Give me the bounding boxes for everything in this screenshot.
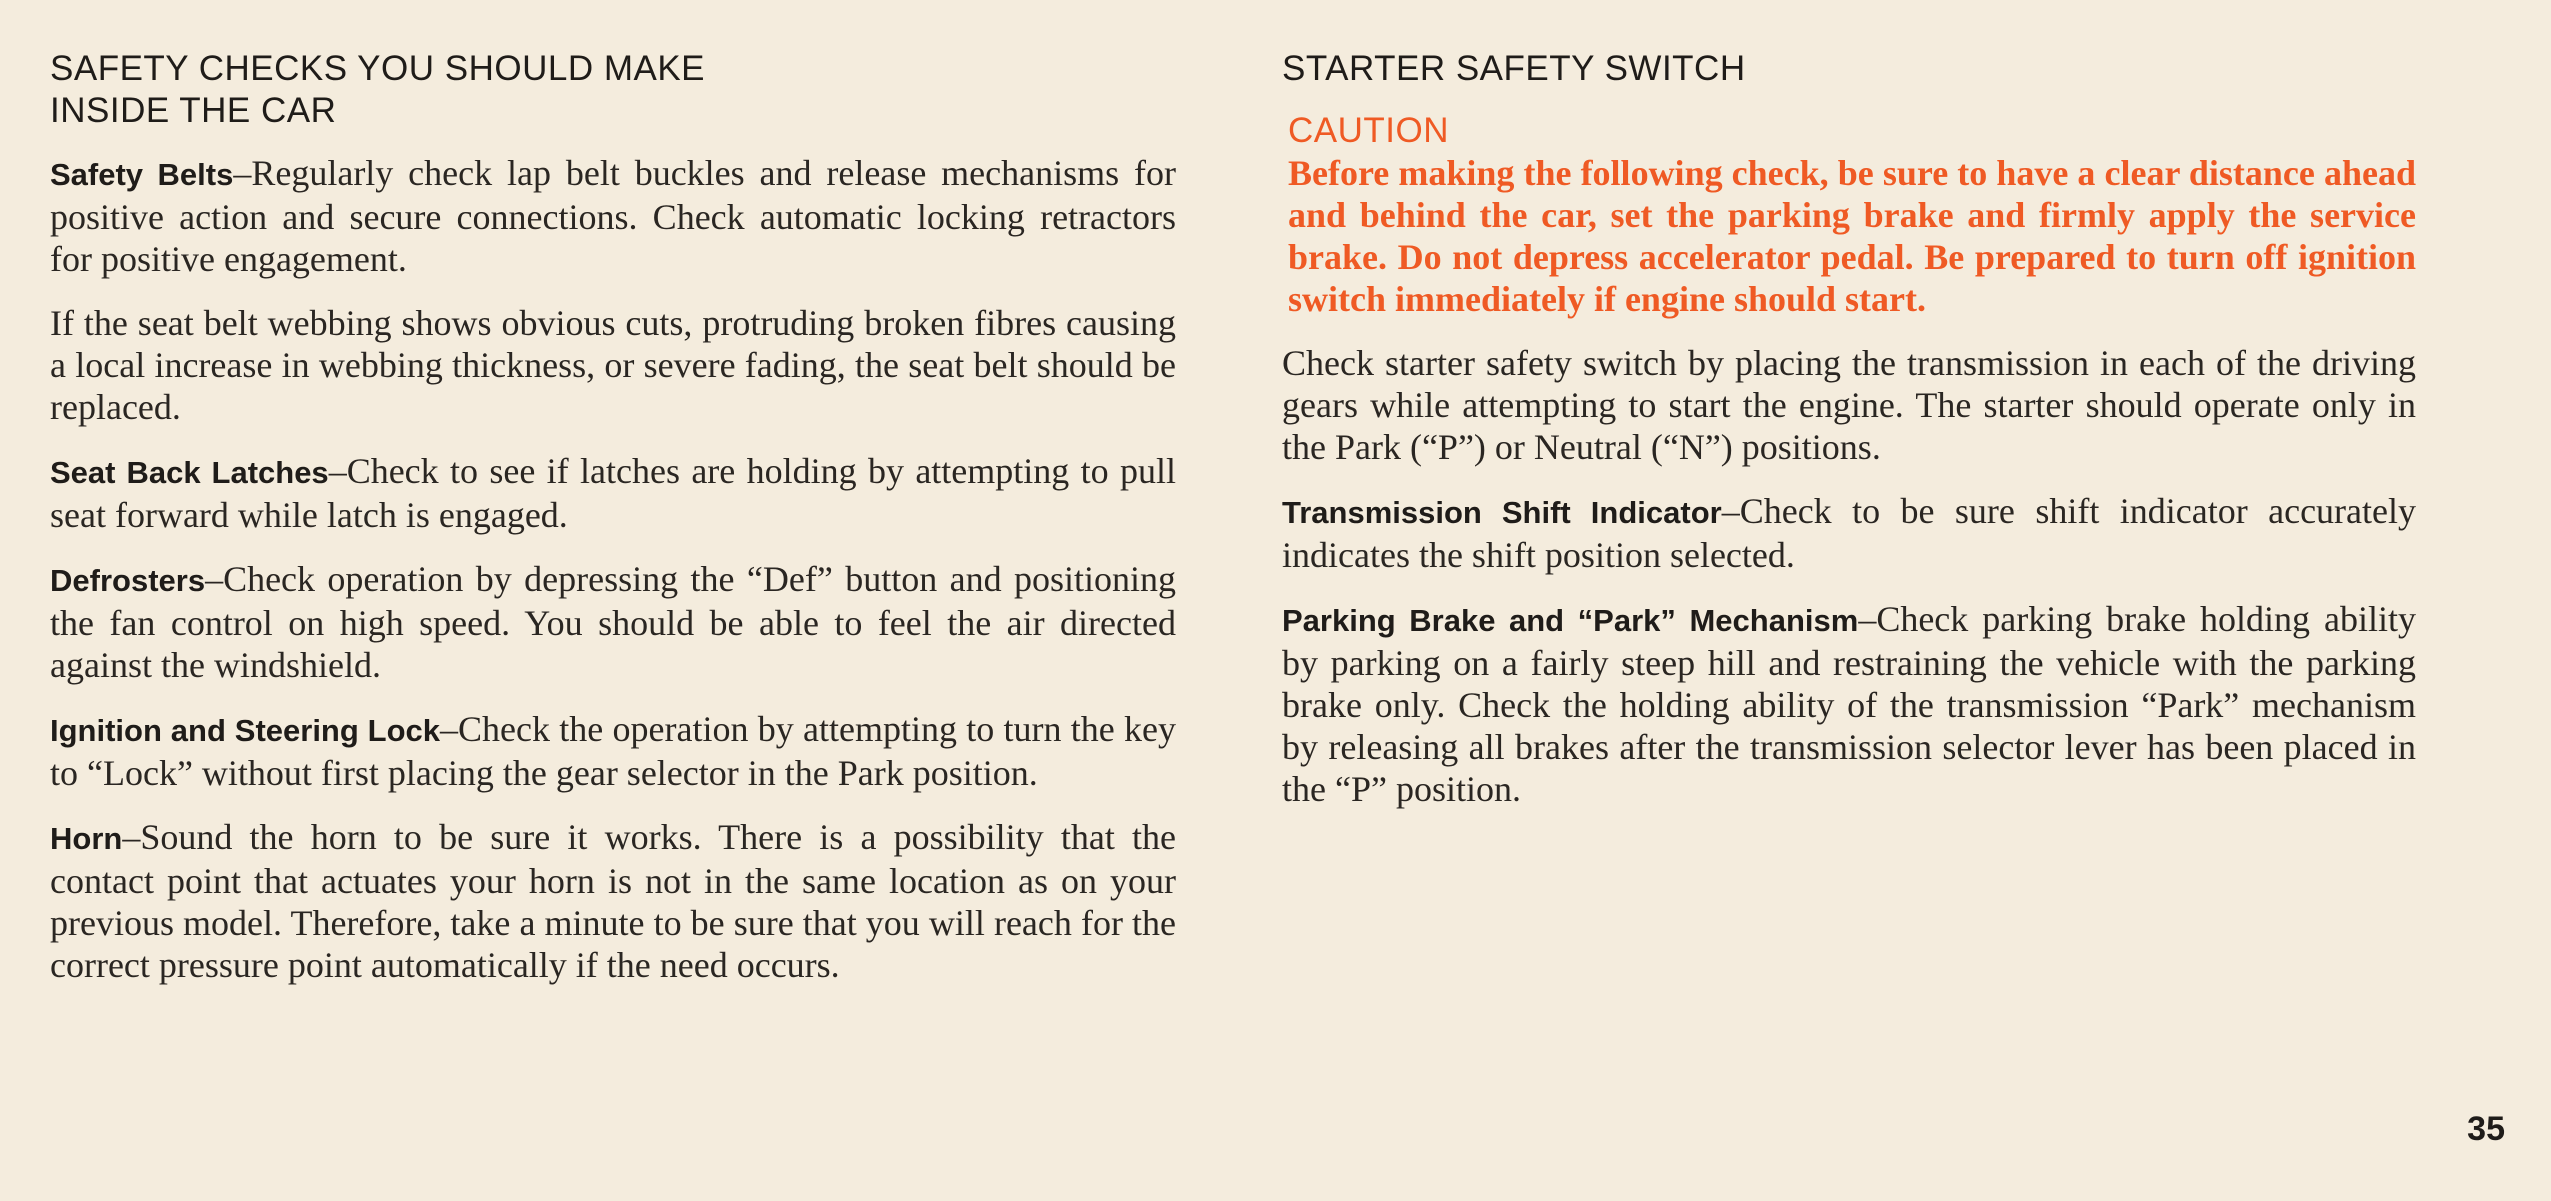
caution-title: CAUTION	[1288, 111, 1449, 150]
term-seat-back-latches: Seat Back Latches	[50, 455, 329, 490]
section-heading-inside-car	[50, 48, 1176, 132]
term-safety-belts: Safety Belts	[50, 157, 234, 192]
section-heading-starter-switch: STARTER SAFETY SWITCH	[1282, 49, 1746, 88]
text-defrosters: –Check operation by depressing the “Def” button and positioning the fan control on high speed. You should be able to feel the air directed against the windshield.	[50, 559, 1176, 685]
left-column	[50, 48, 1176, 1008]
heading-line-2: INSIDE THE CAR	[50, 91, 337, 130]
paragraph-seat-back-latches	[50, 450, 1176, 536]
paragraph-starter-check	[1282, 342, 2416, 468]
text-starter-check: Check starter safety switch by placing the transmission in each of the driving gears while attempting to start the engine. The starter should operate only in the Park (“P”) or Neutral (“N”) positions.	[1282, 343, 2416, 467]
caution-text: Before making the following check, be sure to have a clear distance ahead and behind the car, set the parking brake and firmly apply the service brake. Do not depress accelerator pedal. Be prepared to turn off ignition switch immediately if engine should start.	[1288, 153, 2416, 319]
paragraph-shift-indicator	[1282, 490, 2416, 576]
text-seat-back-latches: –Check to see if latches are holding by attempting to pull seat forward while latch is engaged.	[50, 451, 1176, 535]
text-safety-belts: –Regularly check lap belt buckles and release mechanisms for positive action and secure connections. Check automatic locking retractors for positive engagement.	[50, 153, 1176, 279]
term-horn: Horn	[50, 821, 123, 856]
paragraph-safety-belts	[50, 152, 1176, 280]
paragraph-ignition-lock	[50, 708, 1176, 794]
text-ignition-lock: –Check the operation by attempting to turn the key to “Lock” without first placing the gear selector in the Park position.	[50, 709, 1176, 793]
term-parking-brake: Parking Brake and “Park” Mechanism	[1282, 603, 1859, 638]
term-shift-indicator: Transmission Shift Indicator	[1282, 495, 1722, 530]
right-column	[1282, 48, 2416, 832]
paragraph-webbing	[50, 302, 1176, 428]
text-shift-indicator: –Check to be sure shift indicator accurately indicates the shift position selected.	[1282, 491, 2416, 575]
text-parking-brake: –Check parking brake holding ability by parking on a fairly steep hill and restraining the vehicle with the parking brake only. Check the holding ability of the transmission “Park” mechanism by releasing all brakes after the transmission selector lever has been placed in the “P” position.	[1282, 599, 2416, 809]
paragraph-defrosters	[50, 558, 1176, 686]
paragraph-horn	[50, 816, 1176, 986]
text-webbing: If the seat belt webbing shows obvious cuts, protruding broken fibres causing a local increase in webbing thickness, or severe fading, the seat belt should be replaced.	[50, 303, 1176, 427]
text-horn: –Sound the horn to be sure it works. There is a possibility that the contact point that actuates your horn is not in the same location as on your previous model. Therefore, take a minute to be sure that you will reach for the correct pressure point automatically if the need occurs.	[50, 817, 1176, 985]
page-number: 35	[2467, 1110, 2505, 1148]
term-ignition-lock: Ignition and Steering Lock	[50, 713, 441, 748]
term-defrosters: Defrosters	[50, 563, 206, 598]
paragraph-parking-brake	[1282, 598, 2416, 810]
heading-line-1: SAFETY CHECKS YOU SHOULD MAKE	[50, 49, 706, 88]
